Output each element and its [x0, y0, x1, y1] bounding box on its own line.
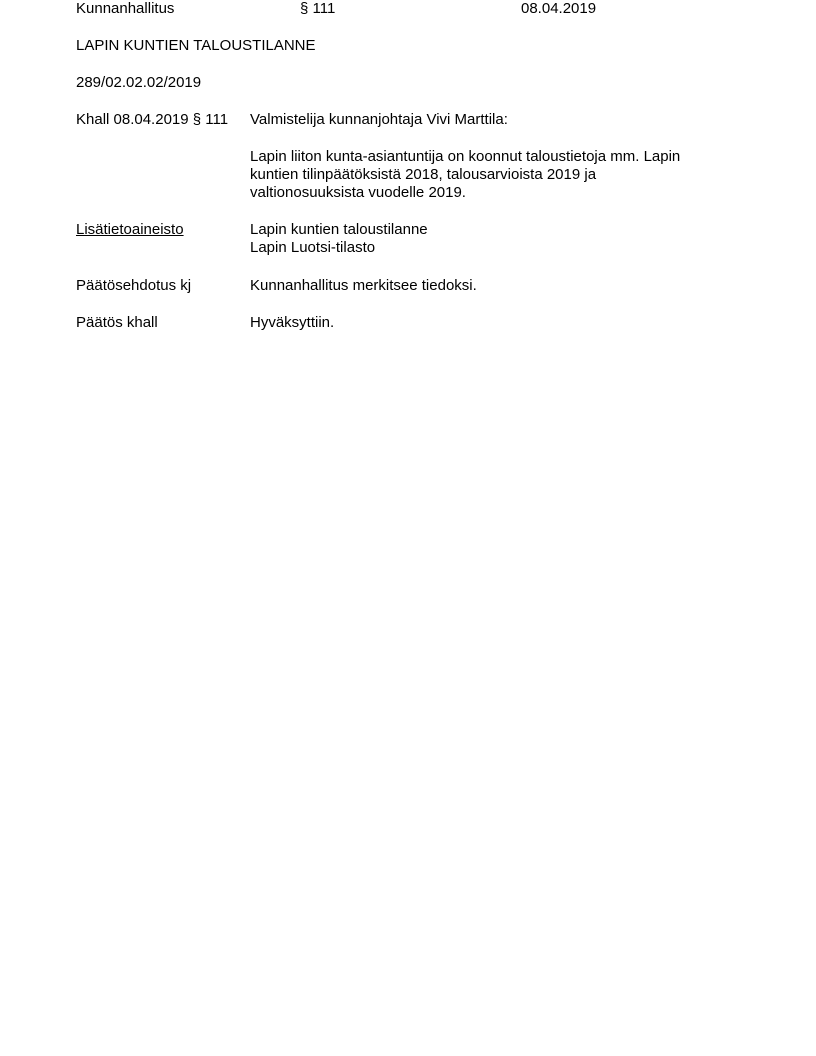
- description-line: Lapin liiton kunta-asiantuntija on koonnut taloustietoja mm. Lapin: [250, 148, 681, 165]
- attachments-list: [250, 221, 428, 257]
- decision-label: Päätös khall: [76, 314, 158, 331]
- attachment-item: Lapin Luotsi-tilasto: [250, 239, 376, 256]
- description-line: kuntien tilinpäätöksistä 2018, talousarvioista 2019 ja: [250, 166, 597, 183]
- record-number: 289/02.02.02/2019: [76, 74, 202, 91]
- header-section-number: § 111: [300, 0, 336, 17]
- document-title: LAPIN KUNTIEN TALOUSTILANNE: [76, 37, 316, 54]
- header-meeting-date: 08.04.2019: [521, 0, 597, 17]
- proposal-text: Kunnanhallitus merkitsee tiedoksi.: [250, 277, 477, 294]
- header-body-name: Kunnanhallitus: [76, 0, 175, 17]
- proposal-label: Päätösehdotus kj: [76, 277, 192, 294]
- description-paragraph: [250, 148, 680, 202]
- preparation-text: Valmistelija kunnanjohtaja Vivi Marttila:: [250, 111, 508, 128]
- attachments-label: Lisätietoaineisto: [76, 221, 184, 238]
- attachment-item: Lapin kuntien taloustilanne: [250, 221, 428, 238]
- decision-text: Hyväksyttiin.: [250, 314, 335, 331]
- preparation-label: Khall 08.04.2019 § 111: [76, 111, 229, 128]
- description-line: valtionosuuksista vuodelle 2019.: [250, 184, 466, 201]
